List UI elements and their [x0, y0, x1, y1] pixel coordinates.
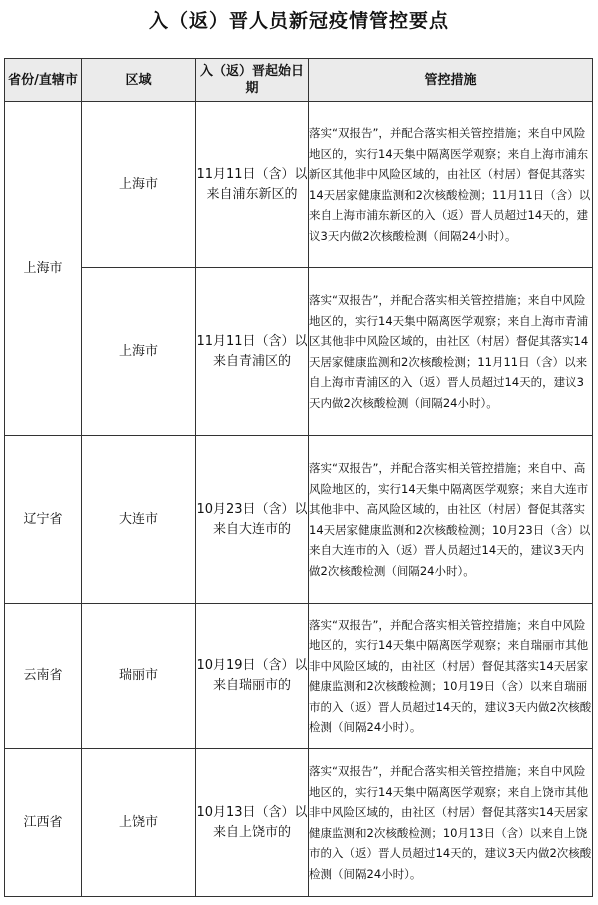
- table-row: [5, 436, 593, 604]
- province-cell: 辽宁省: [5, 436, 82, 604]
- region-cell: 大连市: [82, 436, 196, 604]
- document-title: 入（返）晋人员新冠疫情管控要点: [148, 10, 449, 32]
- region-cell: 上海市: [82, 102, 196, 268]
- measures-cell: 落实“双报告”，并配合落实相关管控措施；来自中风险地区的，实行14天集中隔离医学观察；来自上海市青浦区其他非中风险区域的，由社区（村居）督促其落实14天居家健康监测和2次核酸检测；11月11日（含）以来自上海市青浦区的入（返）晋人员超过14天的，建议3天内做2次核酸检测（间隔24小时）。: [309, 268, 593, 436]
- region-cell: 瑞丽市: [82, 604, 196, 749]
- table-row: [5, 268, 593, 436]
- start-date-cell: 11月11日（含）以来自青浦区的: [196, 268, 309, 436]
- control-measures-table: [4, 58, 593, 897]
- start-date-cell: 10月19日（含）以来自瑞丽市的: [196, 604, 309, 749]
- start-date-cell: 11月11日（含）以来自浦东新区的: [196, 102, 309, 268]
- start-date-cell: 10月13日（含）以来自上饶市的: [196, 749, 309, 897]
- header-region: 区域: [82, 59, 196, 102]
- table-header-row: [5, 59, 593, 102]
- header-measures: 管控措施: [309, 59, 593, 102]
- header-start-date: 入（返）晋起始日期: [196, 59, 309, 102]
- province-cell: 上海市: [5, 102, 82, 436]
- table-row: [5, 102, 593, 268]
- province-cell: 云南省: [5, 604, 82, 749]
- province-cell: 江西省: [5, 749, 82, 897]
- region-cell: 上海市: [82, 268, 196, 436]
- measures-cell: 落实“双报告”，并配合落实相关管控措施；来自中、高风险地区的，实行14天集中隔离医学观察；来自大连市其他非中、高风险区域的，由社区（村居）督促其落实14天居家健康监测和2次核酸检测；10月23日（含）以来自大连市的入（返）晋人员超过14天的，建议3天内做2次核酸检测（间隔24小时）。: [309, 436, 593, 604]
- measures-cell: 落实“双报告”，并配合落实相关管控措施；来自中风险地区的，实行14天集中隔离医学观察；来自瑞丽市其他非中风险区域的，由社区（村居）督促其落实14天居家健康监测和2次核酸检测；10月19日（含）以来自瑞丽市的入（返）晋人员超过14天的，建议3天内做2次核酸检测（间隔24小时）。: [309, 604, 593, 749]
- start-date-cell: 10月23日（含）以来自大连市的: [196, 436, 309, 604]
- table-row: [5, 604, 593, 749]
- table-row: [5, 749, 593, 897]
- header-province: 省份/直辖市: [5, 59, 82, 102]
- region-cell: 上饶市: [82, 749, 196, 897]
- measures-cell: 落实“双报告”，并配合落实相关管控措施；来自中风险地区的，实行14天集中隔离医学观察；来自上海市浦东新区其他非中风险区域的，由社区（村居）督促其落实14天居家健康监测和2次核酸检测；11月11日（含）以来自上海市浦东新区的入（返）晋人员超过14天的，建议3天内做2次核酸检测（间隔24小时）。: [309, 102, 593, 268]
- measures-cell: 落实“双报告”，并配合落实相关管控措施；来自中风险地区的，实行14天集中隔离医学观察；来自上饶市其他非中风险区域的，由社区（村居）督促其落实14天居家健康监测和2次核酸检测；10月13日（含）以来自上饶市的入（返）晋人员超过14天的，建议3天内做2次核酸检测（间隔24小时）。: [309, 749, 593, 897]
